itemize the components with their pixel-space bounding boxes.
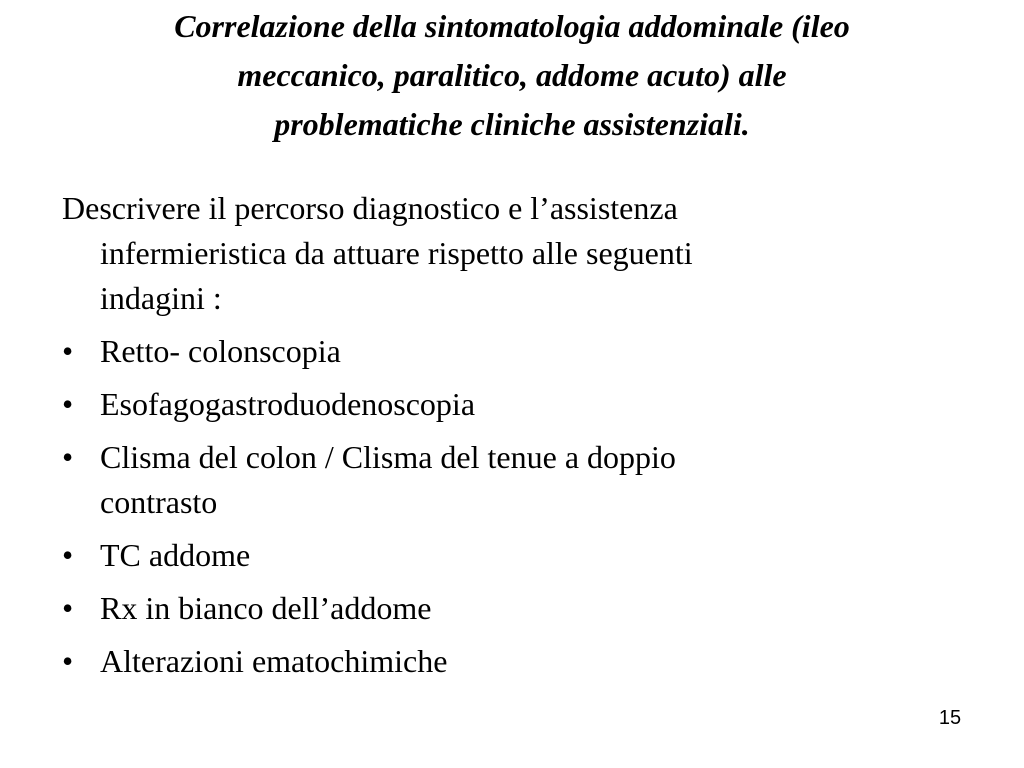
list-item	[62, 435, 962, 525]
bullet-text-line: Esofagogastroduodenoscopia	[100, 386, 476, 422]
intro-paragraph	[62, 186, 962, 321]
intro-line: indagini :	[100, 280, 222, 316]
list-item	[62, 533, 962, 578]
bullet-icon: •	[62, 643, 74, 679]
bullet-text	[100, 533, 250, 578]
slide-title-line: meccanico, paralitico, addome acuto) alle	[237, 57, 787, 93]
bullet-text-line: Rx in bianco dell’addome	[100, 590, 432, 626]
bullet-text	[100, 435, 676, 525]
bullet-icon: •	[62, 537, 74, 573]
bullet-icon: •	[62, 333, 74, 369]
intro-line: infermieristica da attuare rispetto alle seguenti	[100, 235, 693, 271]
intro-line: Descrivere il percorso diagnostico e l’assistenza	[62, 190, 678, 226]
bullet-text	[100, 329, 341, 374]
bullet-text	[100, 586, 431, 631]
bullet-text-line: Alterazioni ematochimiche	[100, 643, 448, 679]
bullet-text	[100, 382, 475, 427]
list-item	[62, 329, 962, 374]
bullet-text-line: contrasto	[100, 484, 218, 520]
bullet-text-line: Clisma del colon / Clisma del tenue a doppio	[100, 439, 676, 475]
bullet-text-line: TC addome	[100, 537, 251, 573]
list-item	[62, 382, 962, 427]
bullet-text-line: Retto- colonscopia	[100, 333, 341, 369]
bullet-icon: •	[62, 439, 74, 475]
list-item	[62, 639, 962, 684]
slide-title	[60, 2, 964, 149]
page-number: 15	[938, 707, 962, 729]
bullet-text	[100, 639, 447, 684]
list-item	[62, 586, 962, 631]
slide-title-line: Correlazione della sintomatologia addominale (ileo	[174, 8, 850, 44]
bullet-icon: •	[62, 590, 74, 626]
slide-body	[62, 186, 962, 692]
bullet-icon: •	[62, 386, 74, 422]
bullet-list	[62, 329, 962, 684]
slide-title-line: problematiche cliniche assistenziali.	[274, 106, 750, 142]
